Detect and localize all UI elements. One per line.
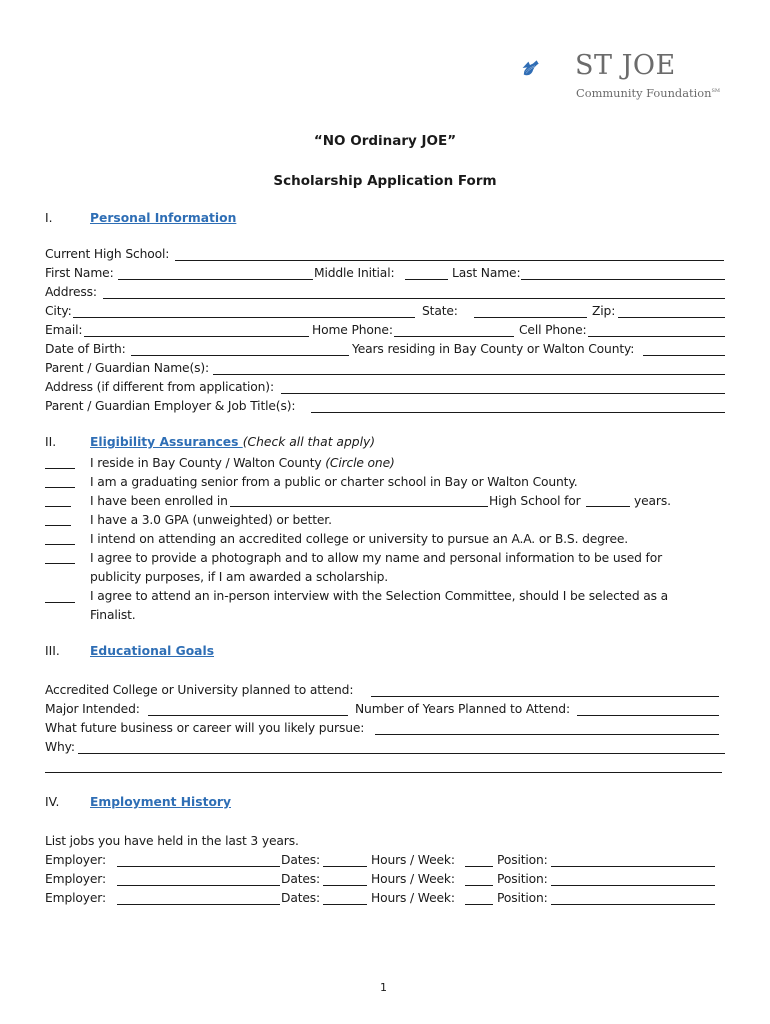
- label-cell-phone: Cell Phone:: [519, 323, 587, 337]
- label-middle-initial: Middle Initial:: [314, 266, 395, 280]
- label-employer: Employer:: [45, 891, 106, 905]
- label-high-school: Current High School:: [45, 247, 170, 261]
- label-position: Position:: [497, 872, 548, 886]
- field-hours[interactable]: [465, 904, 493, 905]
- item-interview-b: Finalist.: [90, 608, 136, 622]
- item-college-intent: I intend on attending an accredited college or university to pursue an A.A. or B.S. degree.: [90, 532, 629, 546]
- field-dates[interactable]: [323, 866, 367, 867]
- field-parent-address[interactable]: [281, 393, 725, 394]
- label-first-name: First Name:: [45, 266, 114, 280]
- form-title: “NO Ordinary JOE”: [313, 133, 457, 149]
- label-last-name: Last Name:: [452, 266, 521, 280]
- field-hours[interactable]: [465, 866, 493, 867]
- section-1-number: I.: [45, 211, 53, 225]
- section-2-title: Eligibility Assurances (Check all that apply): [90, 435, 376, 449]
- field-employer[interactable]: [117, 904, 280, 905]
- field-zip[interactable]: [618, 317, 725, 318]
- field-position[interactable]: [551, 866, 715, 867]
- field-first-name[interactable]: [118, 279, 313, 280]
- field-parent-employer[interactable]: [311, 412, 725, 413]
- section-2-note: (Check all that apply): [242, 435, 376, 449]
- field-date-of-birth[interactable]: [131, 355, 349, 356]
- item-enrolled-c: years.: [634, 494, 671, 508]
- field-employer[interactable]: [117, 885, 280, 886]
- field-address[interactable]: [103, 298, 725, 299]
- check-graduating-senior[interactable]: [45, 487, 75, 488]
- field-state[interactable]: [474, 317, 587, 318]
- label-college: Accredited College or University planned to attend:: [45, 683, 354, 697]
- label-dates: Dates:: [281, 853, 321, 867]
- field-years-residing[interactable]: [643, 355, 725, 356]
- item-interview-a: I agree to attend an in-person interview with the Selection Committee, should I be selected as a: [90, 589, 669, 603]
- label-dates: Dates:: [281, 891, 321, 905]
- field-enrolled-years[interactable]: [586, 506, 630, 507]
- form-subtitle: Scholarship Application Form: [273, 173, 497, 189]
- field-email[interactable]: [84, 336, 309, 337]
- check-enrolled[interactable]: [45, 506, 71, 507]
- item-enrolled-a: I have been enrolled in: [90, 494, 228, 508]
- label-city: City:: [45, 304, 72, 318]
- field-why-line-2[interactable]: [45, 772, 722, 773]
- label-zip: Zip:: [592, 304, 616, 318]
- item-gpa: I have a 3.0 GPA (unweighted) or better.: [90, 513, 332, 527]
- field-major[interactable]: [148, 715, 348, 716]
- field-enrolled-school[interactable]: [230, 506, 488, 507]
- section-4-number: IV.: [45, 795, 60, 809]
- field-years-to-attend[interactable]: [577, 715, 719, 716]
- field-parent-name[interactable]: [213, 374, 725, 375]
- item-graduating-senior: I am a graduating senior from a public or charter school in Bay or Walton County.: [90, 475, 578, 489]
- label-employer: Employer:: [45, 853, 106, 867]
- employment-intro: List jobs you have held in the last 3 years.: [45, 834, 299, 848]
- page-number: 1: [380, 981, 387, 994]
- field-middle-initial[interactable]: [405, 279, 448, 280]
- label-hours: Hours / Week:: [371, 891, 455, 905]
- check-gpa[interactable]: [45, 525, 71, 526]
- field-position[interactable]: [551, 885, 715, 886]
- field-home-phone[interactable]: [394, 336, 514, 337]
- section-3-title: Educational Goals: [90, 644, 215, 658]
- item-enrolled-b: High School for: [489, 494, 581, 508]
- field-city[interactable]: [73, 317, 415, 318]
- label-address: Address:: [45, 285, 97, 299]
- label-position: Position:: [497, 891, 548, 905]
- field-cell-phone[interactable]: [588, 336, 725, 337]
- bird-logo-icon: [522, 42, 582, 97]
- check-interview[interactable]: [45, 602, 75, 603]
- label-major: Major Intended:: [45, 702, 140, 716]
- label-parent-address: Address (if different from application):: [45, 380, 274, 394]
- label-why: Why:: [45, 740, 75, 754]
- field-why[interactable]: [78, 753, 725, 754]
- field-career[interactable]: [375, 734, 719, 735]
- section-3-number: III.: [45, 644, 60, 658]
- field-dates[interactable]: [323, 885, 367, 886]
- field-dates[interactable]: [323, 904, 367, 905]
- label-parent-employer: Parent / Guardian Employer & Job Title(s):: [45, 399, 296, 413]
- label-parent-name: Parent / Guardian Name(s):: [45, 361, 210, 375]
- section-1-title: Personal Information: [90, 211, 237, 225]
- logo-name: ST JOE: [575, 50, 676, 81]
- check-college-intent[interactable]: [45, 544, 75, 545]
- section-2-number: II.: [45, 435, 57, 449]
- label-hours: Hours / Week:: [371, 853, 455, 867]
- label-years-residing: Years residing in Bay County or Walton County:: [352, 342, 635, 356]
- field-hours[interactable]: [465, 885, 493, 886]
- field-college[interactable]: [371, 696, 719, 697]
- label-email: Email:: [45, 323, 83, 337]
- label-position: Position:: [497, 853, 548, 867]
- field-last-name[interactable]: [521, 279, 725, 280]
- field-position[interactable]: [551, 904, 715, 905]
- label-date-of-birth: Date of Birth:: [45, 342, 126, 356]
- item-photo-consent-b: publicity purposes, if I am awarded a scholarship.: [90, 570, 389, 584]
- section-4-title: Employment History: [90, 795, 231, 809]
- field-high-school[interactable]: [175, 260, 724, 261]
- label-years-to-attend: Number of Years Planned to Attend:: [355, 702, 570, 716]
- item-photo-consent-a: I agree to provide a photograph and to allow my name and personal information to be used for: [90, 551, 663, 565]
- check-residence[interactable]: [45, 468, 75, 469]
- label-career: What future business or career will you likely pursue:: [45, 721, 365, 735]
- label-state: State:: [422, 304, 458, 318]
- field-employer[interactable]: [117, 866, 280, 867]
- label-employer: Employer:: [45, 872, 106, 886]
- check-photo-consent[interactable]: [45, 563, 75, 564]
- label-home-phone: Home Phone:: [312, 323, 393, 337]
- item-residence: I reside in Bay County / Walton County (Circle one): [90, 456, 395, 470]
- label-dates: Dates:: [281, 872, 321, 886]
- label-hours: Hours / Week:: [371, 872, 455, 886]
- logo-tagline: Community Foundation℠: [576, 86, 720, 100]
